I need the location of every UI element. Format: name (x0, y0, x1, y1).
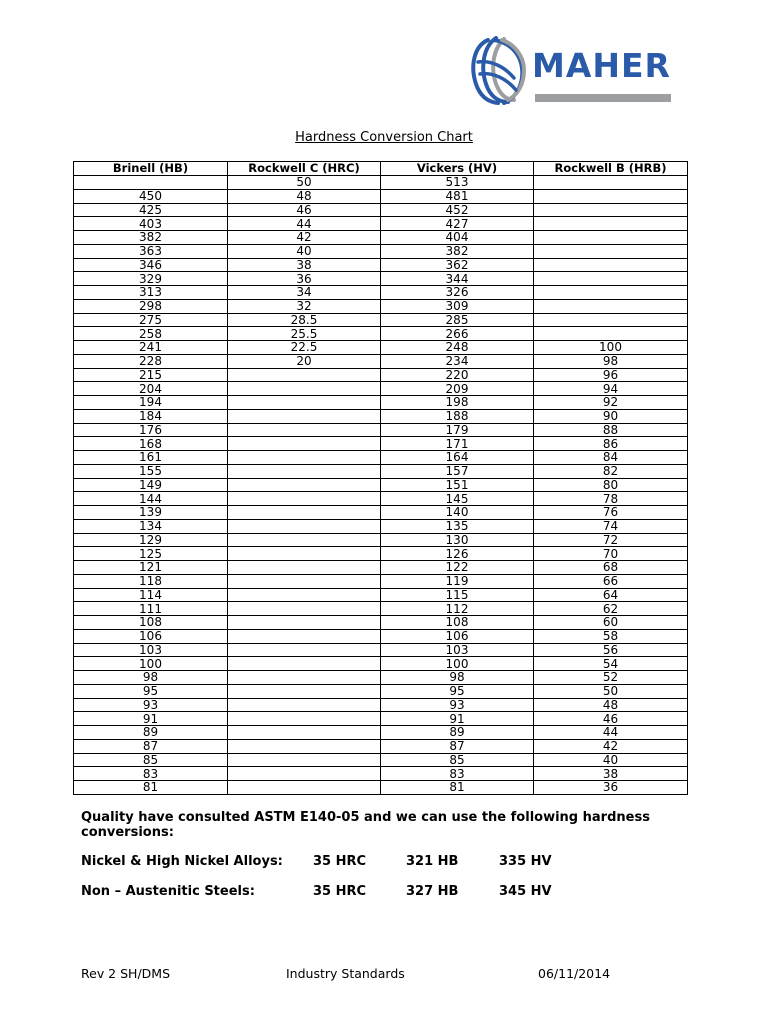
cell-rockwell-b: 42 (534, 739, 688, 753)
table-row (74, 451, 688, 465)
cell-vickers: 427 (381, 217, 534, 231)
cell-rockwell-b (534, 189, 688, 203)
table-row (74, 753, 688, 767)
cell-rockwell-c (228, 423, 381, 437)
astm-note: Quality have consulted ASTM E140-05 and we can use the following hardness conversions: (81, 810, 650, 840)
maher-emblem-icon (468, 36, 530, 106)
cell-rockwell-b: 100 (534, 341, 688, 355)
cell-brinell: 149 (74, 478, 228, 492)
cell-vickers: 513 (381, 176, 534, 190)
cell-rockwell-c (228, 643, 381, 657)
maher-logo (468, 36, 674, 106)
cell-vickers: 87 (381, 739, 534, 753)
cell-rockwell-b: 90 (534, 409, 688, 423)
cell-brinell: 125 (74, 547, 228, 561)
cell-rockwell-c (228, 464, 381, 478)
cell-brinell: 114 (74, 588, 228, 602)
cell-rockwell-b: 56 (534, 643, 688, 657)
cell-brinell: 93 (74, 698, 228, 712)
cell-rockwell-b: 98 (534, 354, 688, 368)
cell-vickers: 179 (381, 423, 534, 437)
cell-vickers: 198 (381, 396, 534, 410)
cell-vickers: 248 (381, 341, 534, 355)
table-row (74, 588, 688, 602)
table-row (74, 368, 688, 382)
cell-brinell: 204 (74, 382, 228, 396)
cell-vickers: 164 (381, 451, 534, 465)
cell-vickers: 220 (381, 368, 534, 382)
table-row (74, 519, 688, 533)
cell-rockwell-b (534, 176, 688, 190)
cell-vickers: 93 (381, 698, 534, 712)
cell-vickers: 81 (381, 781, 534, 795)
table-row (74, 382, 688, 396)
cell-rockwell-b (534, 244, 688, 258)
cell-rockwell-c (228, 382, 381, 396)
table-row (74, 189, 688, 203)
cell-rockwell-b: 72 (534, 533, 688, 547)
cell-rockwell-b: 38 (534, 767, 688, 781)
footer-revision: Rev 2 SH/DMS (81, 966, 171, 981)
cell-rockwell-b (534, 217, 688, 231)
cell-brinell: 85 (74, 753, 228, 767)
cell-rockwell-c (228, 396, 381, 410)
table-row (74, 272, 688, 286)
cell-vickers: 103 (381, 643, 534, 657)
cell-rockwell-b: 48 (534, 698, 688, 712)
footer-category: Industry Standards (286, 966, 405, 981)
table-row (74, 341, 688, 355)
cell-brinell: 139 (74, 506, 228, 520)
cell-vickers: 209 (381, 382, 534, 396)
cell-brinell: 258 (74, 327, 228, 341)
cell-brinell: 155 (74, 464, 228, 478)
cell-brinell: 118 (74, 574, 228, 588)
cell-vickers: 452 (381, 203, 534, 217)
table-row (74, 217, 688, 231)
table-body (74, 176, 688, 795)
cell-rockwell-c: 50 (228, 176, 381, 190)
cell-rockwell-b (534, 258, 688, 272)
cell-brinell: 450 (74, 189, 228, 203)
cell-vickers: 95 (381, 684, 534, 698)
cell-brinell: 298 (74, 299, 228, 313)
cell-rockwell-b: 80 (534, 478, 688, 492)
cell-brinell: 168 (74, 437, 228, 451)
table-row (74, 671, 688, 685)
cell-rockwell-c: 38 (228, 258, 381, 272)
cell-rockwell-c: 28.5 (228, 313, 381, 327)
page-title: Hardness Conversion Chart (295, 130, 473, 145)
cell-brinell: 95 (74, 684, 228, 698)
cell-rockwell-c (228, 588, 381, 602)
cell-rockwell-c: 40 (228, 244, 381, 258)
table-row (74, 616, 688, 630)
table-row (74, 643, 688, 657)
cell-vickers: 119 (381, 574, 534, 588)
cell-vickers: 115 (381, 588, 534, 602)
header-rockwell-c: Rockwell C (HRC) (228, 162, 381, 176)
cell-rockwell-b: 62 (534, 602, 688, 616)
table-row (74, 354, 688, 368)
cell-brinell: 241 (74, 341, 228, 355)
cell-rockwell-b (534, 272, 688, 286)
cell-brinell: 161 (74, 451, 228, 465)
cell-rockwell-b: 50 (534, 684, 688, 698)
cell-vickers: 85 (381, 753, 534, 767)
cell-rockwell-c (228, 767, 381, 781)
cell-vickers: 83 (381, 767, 534, 781)
cell-rockwell-b (534, 286, 688, 300)
table-row (74, 561, 688, 575)
cell-brinell: 275 (74, 313, 228, 327)
cell-rockwell-b: 64 (534, 588, 688, 602)
table-row (74, 698, 688, 712)
cell-vickers: 112 (381, 602, 534, 616)
cell-brinell: 228 (74, 354, 228, 368)
cell-vickers: 91 (381, 712, 534, 726)
table-row (74, 244, 688, 258)
cell-brinell: 176 (74, 423, 228, 437)
table-row (74, 299, 688, 313)
table-row (74, 313, 688, 327)
conversion-hb: 327 HB (406, 884, 459, 899)
cell-rockwell-c (228, 519, 381, 533)
table-row (74, 478, 688, 492)
cell-rockwell-b: 88 (534, 423, 688, 437)
conversion-hrc: 35 HRC (313, 854, 367, 869)
cell-rockwell-b (534, 327, 688, 341)
table-row (74, 437, 688, 451)
cell-brinell: 215 (74, 368, 228, 382)
cell-brinell (74, 176, 228, 190)
table-row (74, 629, 688, 643)
table-row (74, 657, 688, 671)
cell-rockwell-b: 82 (534, 464, 688, 478)
cell-brinell: 134 (74, 519, 228, 533)
cell-rockwell-c (228, 781, 381, 795)
cell-rockwell-b: 40 (534, 753, 688, 767)
cell-rockwell-c (228, 506, 381, 520)
cell-brinell: 111 (74, 602, 228, 616)
cell-brinell: 403 (74, 217, 228, 231)
table-row (74, 176, 688, 190)
table-row (74, 506, 688, 520)
cell-rockwell-b (534, 313, 688, 327)
table-row (74, 533, 688, 547)
table-row (74, 767, 688, 781)
cell-brinell: 89 (74, 726, 228, 740)
cell-brinell: 91 (74, 712, 228, 726)
cell-brinell: 129 (74, 533, 228, 547)
cell-rockwell-c (228, 547, 381, 561)
cell-rockwell-c (228, 533, 381, 547)
table-row (74, 409, 688, 423)
table-row (74, 684, 688, 698)
cell-brinell: 144 (74, 492, 228, 506)
cell-rockwell-b: 92 (534, 396, 688, 410)
table-row (74, 547, 688, 561)
logo-underline (535, 94, 671, 102)
cell-rockwell-b: 52 (534, 671, 688, 685)
cell-vickers: 266 (381, 327, 534, 341)
table-row (74, 574, 688, 588)
cell-rockwell-c (228, 409, 381, 423)
cell-rockwell-c (228, 561, 381, 575)
table-row (74, 286, 688, 300)
cell-vickers: 106 (381, 629, 534, 643)
cell-brinell: 313 (74, 286, 228, 300)
cell-rockwell-c (228, 451, 381, 465)
table-row (74, 492, 688, 506)
cell-brinell: 363 (74, 244, 228, 258)
conversion-hv: 345 HV (499, 884, 552, 899)
cell-rockwell-c: 25.5 (228, 327, 381, 341)
cell-rockwell-b (534, 231, 688, 245)
conversion-hv: 335 HV (499, 854, 552, 869)
cell-vickers: 157 (381, 464, 534, 478)
cell-vickers: 285 (381, 313, 534, 327)
cell-rockwell-c (228, 726, 381, 740)
logo-wordmark: MAHER (532, 46, 671, 85)
cell-rockwell-c (228, 368, 381, 382)
cell-vickers: 100 (381, 657, 534, 671)
cell-brinell: 194 (74, 396, 228, 410)
cell-rockwell-b: 94 (534, 382, 688, 396)
cell-vickers: 404 (381, 231, 534, 245)
cell-rockwell-c: 48 (228, 189, 381, 203)
cell-brinell: 184 (74, 409, 228, 423)
cell-rockwell-b: 70 (534, 547, 688, 561)
header-rockwell-b: Rockwell B (HRB) (534, 162, 688, 176)
cell-rockwell-c (228, 616, 381, 630)
table-row (74, 396, 688, 410)
cell-vickers: 382 (381, 244, 534, 258)
cell-rockwell-b: 84 (534, 451, 688, 465)
cell-rockwell-c: 42 (228, 231, 381, 245)
table-row (74, 327, 688, 341)
cell-brinell: 329 (74, 272, 228, 286)
cell-rockwell-c (228, 657, 381, 671)
cell-vickers: 130 (381, 533, 534, 547)
cell-rockwell-c (228, 753, 381, 767)
table-row (74, 464, 688, 478)
conversion-material: Nickel & High Nickel Alloys: (81, 854, 283, 869)
cell-vickers: 145 (381, 492, 534, 506)
cell-rockwell-c (228, 684, 381, 698)
hardness-table (73, 161, 688, 795)
cell-brinell: 87 (74, 739, 228, 753)
cell-rockwell-c (228, 671, 381, 685)
cell-rockwell-b: 78 (534, 492, 688, 506)
cell-rockwell-c: 32 (228, 299, 381, 313)
table-row (74, 602, 688, 616)
cell-rockwell-b: 44 (534, 726, 688, 740)
cell-rockwell-c (228, 602, 381, 616)
cell-brinell: 83 (74, 767, 228, 781)
cell-vickers: 126 (381, 547, 534, 561)
cell-rockwell-b (534, 203, 688, 217)
cell-rockwell-b (534, 299, 688, 313)
cell-brinell: 100 (74, 657, 228, 671)
cell-vickers: 234 (381, 354, 534, 368)
table-row (74, 258, 688, 272)
cell-rockwell-c (228, 492, 381, 506)
cell-rockwell-b: 96 (534, 368, 688, 382)
cell-rockwell-c (228, 574, 381, 588)
cell-brinell: 103 (74, 643, 228, 657)
table-row (74, 739, 688, 753)
cell-brinell: 98 (74, 671, 228, 685)
cell-rockwell-b: 36 (534, 781, 688, 795)
cell-rockwell-c (228, 437, 381, 451)
cell-rockwell-b: 86 (534, 437, 688, 451)
cell-rockwell-c (228, 698, 381, 712)
cell-vickers: 122 (381, 561, 534, 575)
cell-rockwell-b: 58 (534, 629, 688, 643)
cell-vickers: 362 (381, 258, 534, 272)
cell-vickers: 481 (381, 189, 534, 203)
table-row (74, 203, 688, 217)
cell-brinell: 81 (74, 781, 228, 795)
cell-rockwell-b: 60 (534, 616, 688, 630)
cell-brinell: 382 (74, 231, 228, 245)
header-vickers: Vickers (HV) (381, 162, 534, 176)
cell-vickers: 135 (381, 519, 534, 533)
conversion-hb: 321 HB (406, 854, 459, 869)
conversion-material: Non – Austenitic Steels: (81, 884, 255, 899)
cell-rockwell-b: 68 (534, 561, 688, 575)
cell-rockwell-c (228, 712, 381, 726)
footer-date: 06/11/2014 (538, 966, 611, 981)
cell-rockwell-b: 54 (534, 657, 688, 671)
cell-vickers: 171 (381, 437, 534, 451)
cell-rockwell-c (228, 739, 381, 753)
table-header-row (74, 162, 688, 176)
cell-brinell: 108 (74, 616, 228, 630)
cell-vickers: 326 (381, 286, 534, 300)
cell-vickers: 108 (381, 616, 534, 630)
cell-vickers: 309 (381, 299, 534, 313)
table-row (74, 423, 688, 437)
cell-rockwell-c (228, 629, 381, 643)
cell-brinell: 106 (74, 629, 228, 643)
cell-rockwell-c: 44 (228, 217, 381, 231)
cell-vickers: 140 (381, 506, 534, 520)
cell-rockwell-b: 46 (534, 712, 688, 726)
cell-rockwell-c (228, 478, 381, 492)
cell-rockwell-c: 22.5 (228, 341, 381, 355)
table-row (74, 726, 688, 740)
cell-vickers: 98 (381, 671, 534, 685)
cell-rockwell-b: 76 (534, 506, 688, 520)
cell-rockwell-b: 66 (534, 574, 688, 588)
header-brinell: Brinell (HB) (74, 162, 228, 176)
cell-vickers: 151 (381, 478, 534, 492)
table-row (74, 231, 688, 245)
cell-rockwell-c: 36 (228, 272, 381, 286)
table-row (74, 781, 688, 795)
cell-rockwell-b: 74 (534, 519, 688, 533)
conversion-hrc: 35 HRC (313, 884, 367, 899)
cell-vickers: 89 (381, 726, 534, 740)
table-row (74, 712, 688, 726)
cell-brinell: 425 (74, 203, 228, 217)
cell-rockwell-c: 46 (228, 203, 381, 217)
cell-rockwell-c: 20 (228, 354, 381, 368)
cell-rockwell-c: 34 (228, 286, 381, 300)
cell-vickers: 188 (381, 409, 534, 423)
cell-brinell: 121 (74, 561, 228, 575)
cell-vickers: 344 (381, 272, 534, 286)
cell-brinell: 346 (74, 258, 228, 272)
